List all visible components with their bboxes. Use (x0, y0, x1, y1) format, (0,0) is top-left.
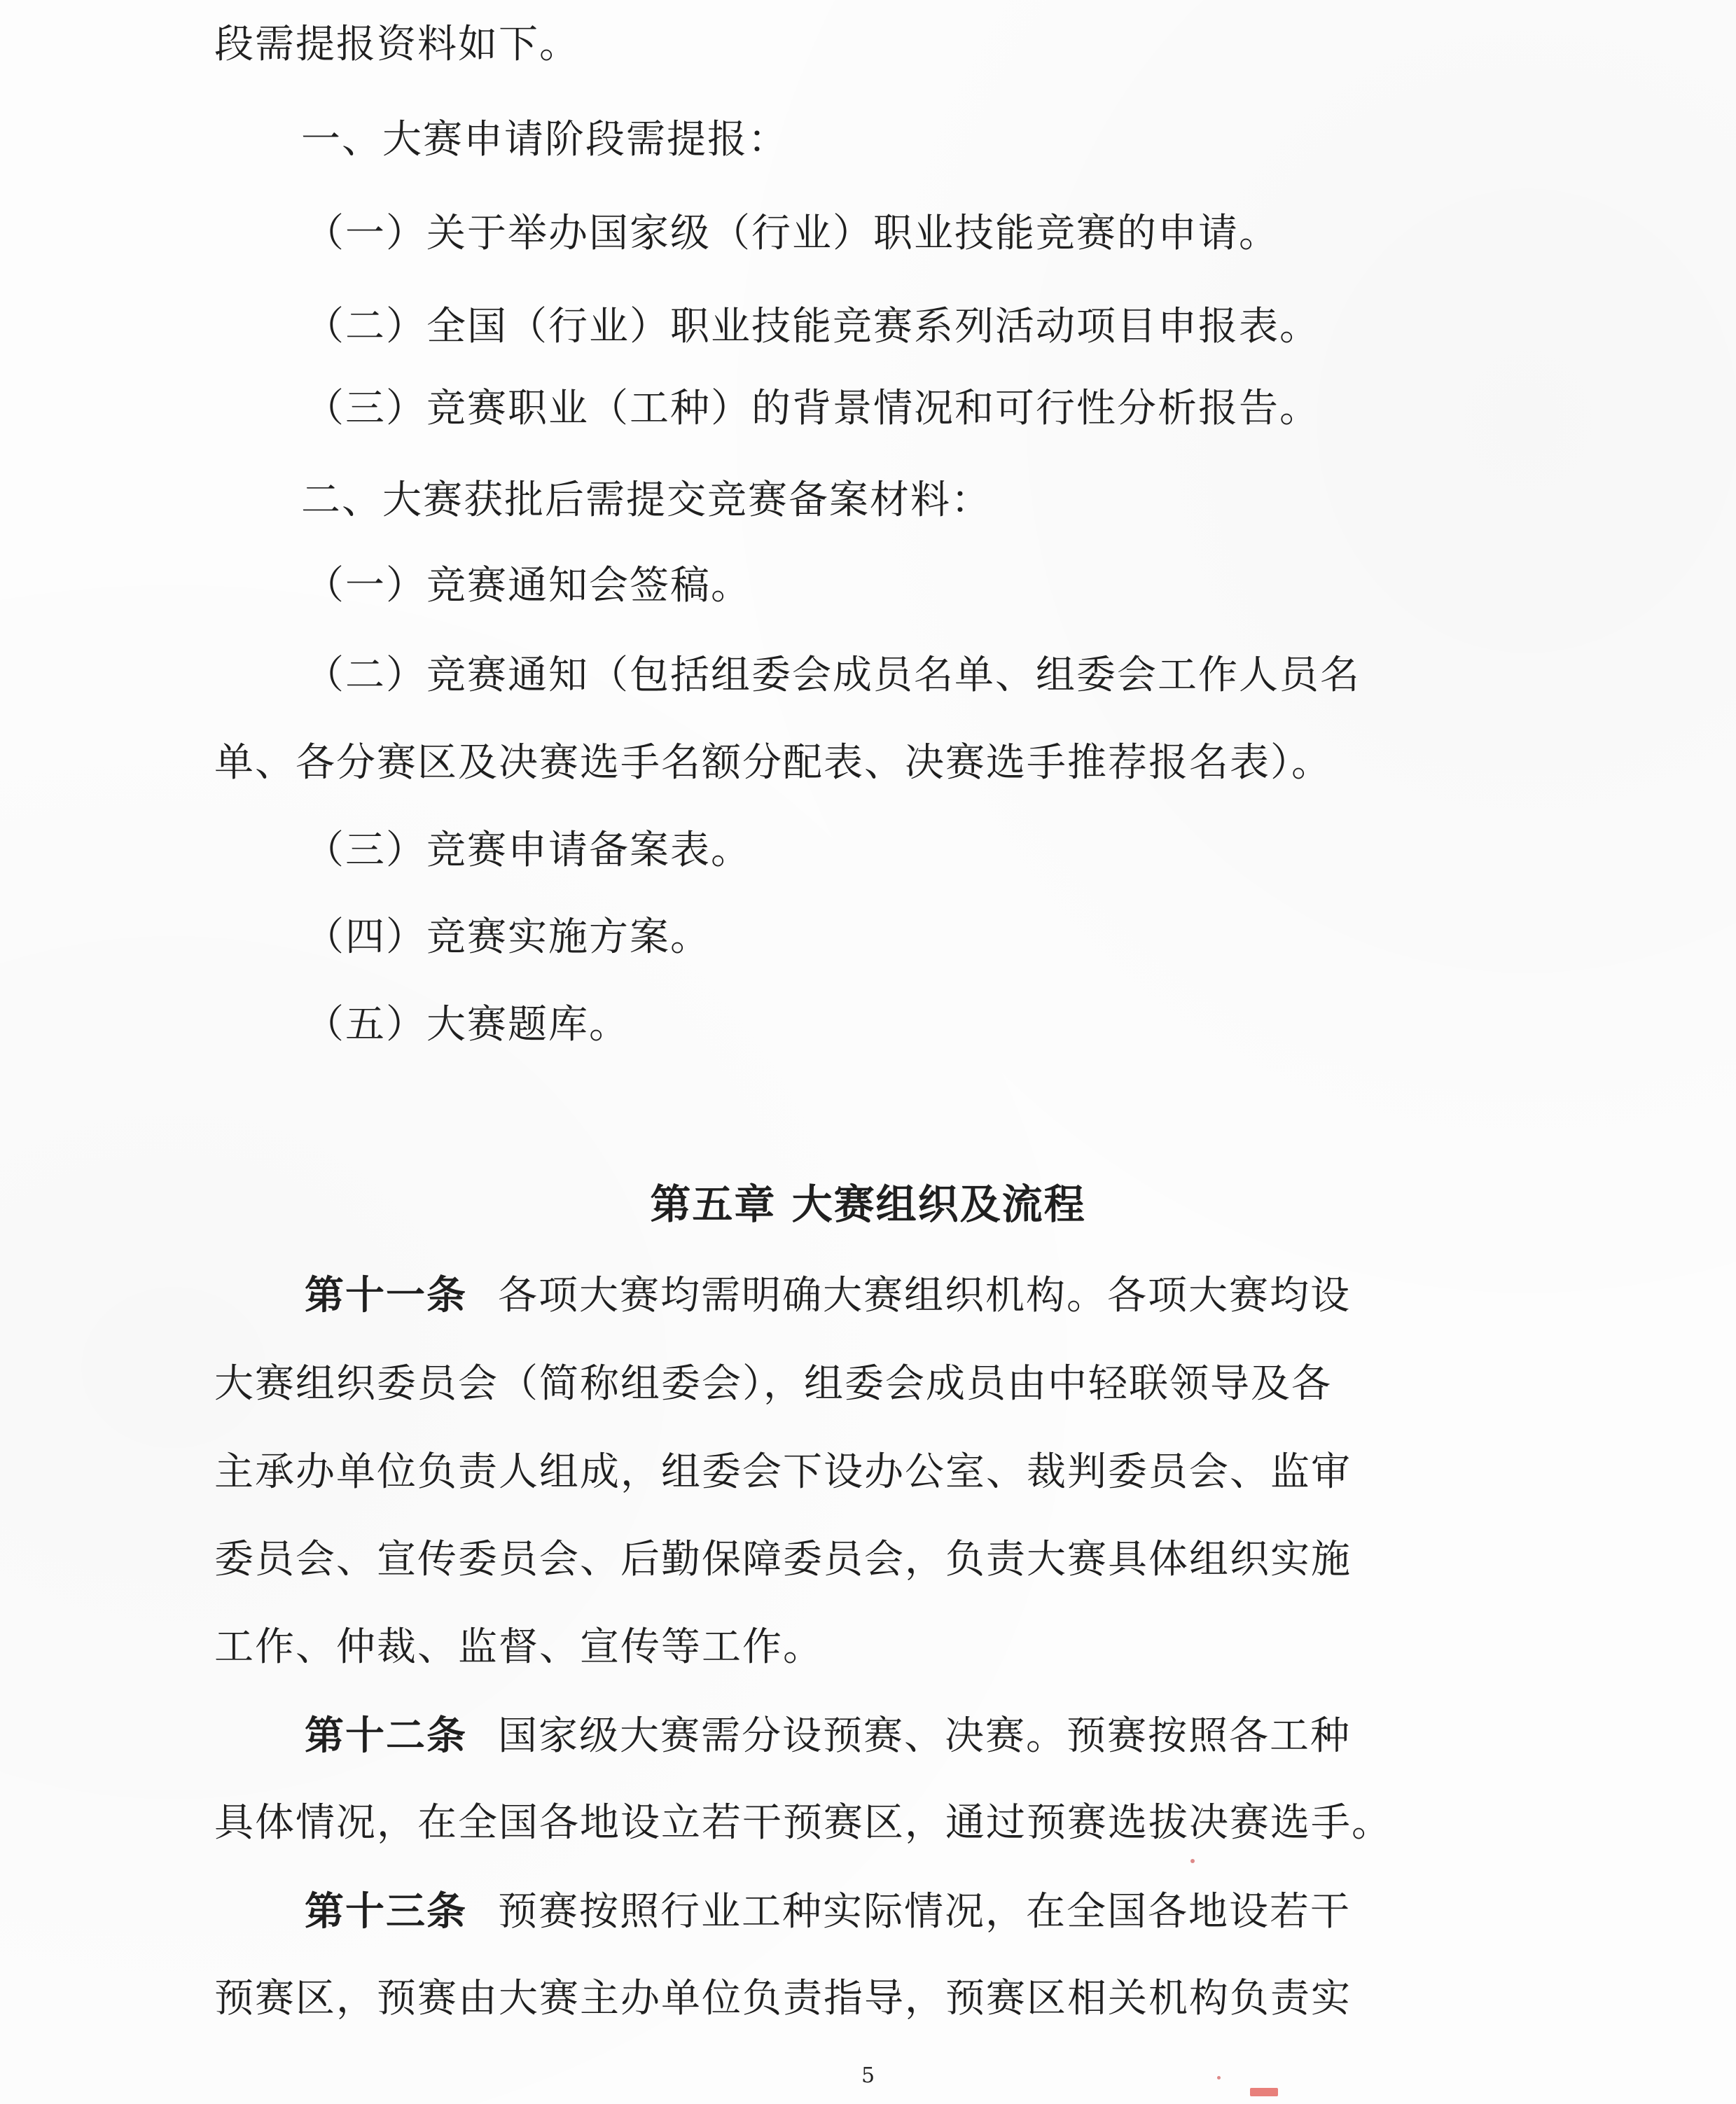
article-first-line (305, 1269, 1516, 1322)
ink-speck (1190, 1859, 1195, 1863)
text-line: 段需提报资料如下。 (214, 22, 580, 67)
article-text: 各项大赛均需明确大赛组织机构。各项大赛均设 (498, 1273, 1351, 1318)
text-line: 工作、仲裁、监督、宣传等工作。 (214, 1624, 824, 1670)
article-label: 第十一条 (305, 1272, 467, 1318)
list-item: （二）竞赛通知（包括组委会成员名单、组委会工作人员名 (305, 653, 1361, 698)
ink-speck (1217, 2076, 1221, 2079)
article-text: 国家级大赛需分设预赛、决赛。预赛按照各工种 (498, 1713, 1351, 1759)
list-item: （四）竞赛实施方案。 (305, 914, 711, 960)
text-line: 单、各分赛区及决赛选手名额分配表、决赛选手推荐报名表）。 (214, 740, 1332, 786)
article-first-line (305, 1886, 1516, 1938)
list-item: （一）关于举办国家级（行业）职业技能竞赛的申请。 (305, 211, 1279, 256)
article-label: 第十三条 (305, 1888, 467, 1935)
list-item: （五）大赛题库。 (305, 1002, 630, 1047)
text-line: 预赛区，预赛由大赛主办单位负责指导，预赛区相关机构负责实 (214, 1976, 1352, 2021)
page-number: 5 (861, 2063, 875, 2088)
red-stamp-edge (1250, 2088, 1278, 2096)
list-item: （一）竞赛通知会签稿。 (305, 563, 751, 608)
text-line: 委员会、宣传委员会、后勤保障委员会，负责大赛具体组织实施 (214, 1537, 1352, 1582)
section-heading: 一、大赛申请阶段需提报： (301, 117, 789, 162)
text-line: 具体情况，在全国各地设立若干预赛区，通过预赛选拔决赛选手。 (214, 1800, 1392, 1846)
list-item: （三）竞赛职业（工种）的背景情况和可行性分析报告。 (305, 386, 1320, 431)
article-label: 第十二条 (305, 1713, 467, 1759)
chapter-title: 第五章 大赛组织及流程 (650, 1180, 1086, 1228)
section-heading: 二、大赛获批后需提交竞赛备案材料： (301, 478, 992, 523)
text-line: 主承办单位负责人组成，组委会下设办公室、裁判委员会、监审 (214, 1449, 1352, 1495)
article-text: 预赛按照行业工种实际情况，在全国各地设若干 (498, 1889, 1351, 1935)
article-first-line (305, 1710, 1516, 1762)
list-item: （三）竞赛申请备案表。 (305, 828, 751, 873)
text-line: 大赛组织委员会（简称组委会），组委会成员由中轻联领导及各 (214, 1361, 1332, 1407)
list-item: （二）全国（行业）职业技能竞赛系列活动项目申报表。 (305, 304, 1320, 349)
